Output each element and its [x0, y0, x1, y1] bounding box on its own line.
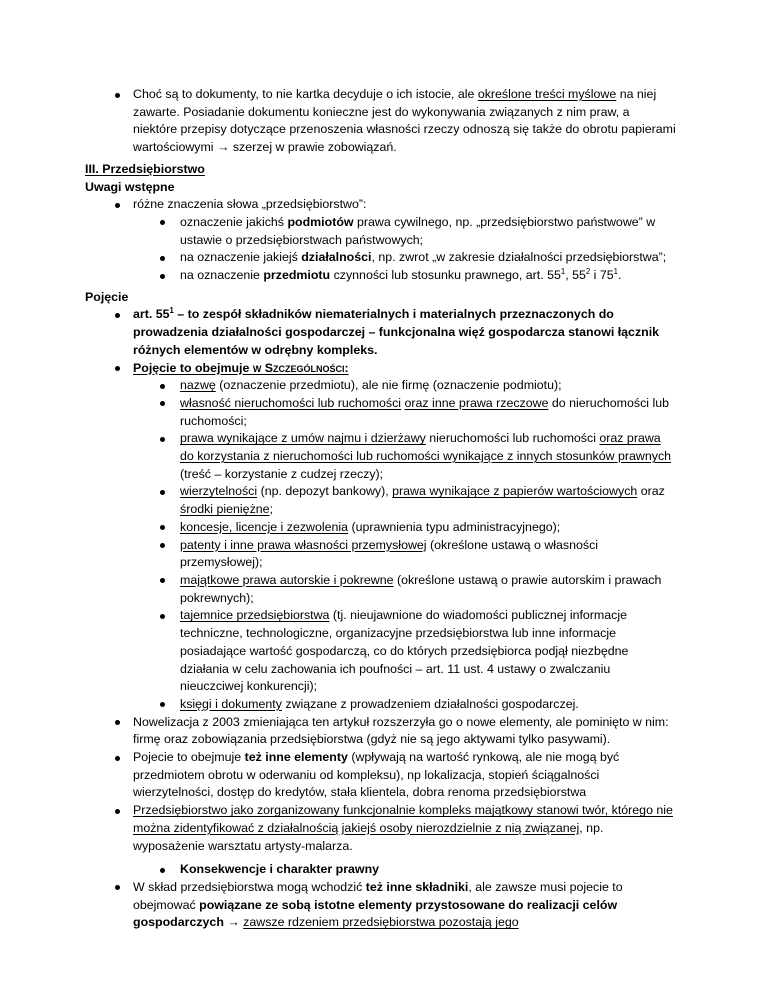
text-segment: powiązane ze sobą istotne elementy przystosowane do realizacji celów gospodarczych — [133, 897, 618, 930]
bullet-marker-icon — [115, 86, 133, 98]
bullet-dot-icon — [160, 401, 165, 406]
text-segment: Uwagi wstępne — [85, 179, 175, 194]
bullet-item-sklad — [85, 879, 676, 932]
bullet-dot-icon — [160, 274, 165, 279]
text-segment: oraz — [637, 484, 665, 499]
bullet-dot-icon — [115, 720, 120, 725]
bullet-marker-icon — [115, 879, 133, 891]
bullet-dot-icon — [160, 437, 165, 442]
text-segment: podmiotów — [287, 214, 354, 229]
bullet-marker-icon — [115, 802, 133, 814]
text-segment: związane z prowadzeniem działalności gospodarczej. — [281, 696, 579, 711]
bullet-marker-icon — [160, 430, 180, 442]
bullet-item-konsekwencje — [85, 861, 676, 879]
text-segment: (np. depozyt bankowy), — [257, 484, 393, 499]
bullet-dot-icon — [160, 220, 165, 225]
text-segment: i 75 — [590, 268, 614, 283]
paragraph-text — [180, 483, 676, 518]
bullet-marker-icon — [160, 861, 180, 873]
paragraph-text — [133, 196, 676, 214]
heading-text — [85, 289, 676, 307]
paragraph-text — [180, 267, 676, 285]
text-segment: Pojęcie to obejmuje — [133, 360, 253, 375]
paragraph-text — [180, 572, 676, 607]
bullet-dot-icon — [160, 614, 165, 619]
text-segment: też inne elementy — [244, 750, 348, 765]
text-segment: prawa cywilnego, np. „przedsiębiorstwo państwowe” w ustawie o przedsiębiorstwach państwowych; — [180, 214, 656, 247]
section-heading-przedsiebiorstwo — [85, 161, 676, 179]
bullet-dot-icon — [115, 203, 120, 208]
bullet-marker-icon — [160, 696, 180, 708]
text-segment: 1 — [613, 266, 618, 276]
bullet-item-inne-elementy — [85, 749, 676, 802]
text-segment: 1 — [169, 306, 174, 316]
bullet-dot-icon — [160, 868, 165, 873]
paragraph-text — [180, 519, 676, 537]
paragraph-text — [180, 430, 676, 483]
heading-text — [85, 161, 676, 179]
text-segment: prawa wynikające z papierów wartościowych — [392, 484, 638, 499]
paragraph-text — [133, 714, 676, 749]
bullet-item-patenty — [85, 537, 676, 572]
text-segment: określone treści myślowe — [477, 87, 617, 101]
bullet-marker-icon — [115, 714, 133, 726]
bullet-item-obejmuje — [85, 360, 676, 378]
text-segment: (tj. nieujawnione do wiadomości publicznej informacje techniczne, technologiczne, organizacyjne przedsiębiorstwa lub inne informacje posiadające wartość gospodarczą, co do których przedsiębiorca podjął niezbędne działania w celu zachowania ich poufności – art. 11 ust. 4 ustawy o zwalczaniu nieuczciwej konkurencji); — [180, 608, 629, 694]
text-segment: : — [344, 360, 349, 375]
bullet-marker-icon — [160, 249, 180, 261]
bullet-item-znaczenia — [85, 196, 676, 214]
text-segment: Nowelizacja z 2003 zmieniająca ten artykuł rozszerzyła go o nowe elementy, ale pominięto w nim: firmę oraz zobowiązania przedsiębiorstwa (gdyż nie są jego aktywami tylko pasywami). — [133, 714, 669, 747]
bullet-dot-icon — [115, 366, 120, 371]
bullet-marker-icon — [115, 360, 133, 372]
bullet-item-przedmiot — [85, 267, 676, 285]
bullet-marker-icon — [160, 214, 180, 226]
text-segment: przedmiotu — [263, 268, 331, 283]
text-segment: na niej zawarte. Posiadanie dokumentu konieczne jest do wykonywania związanych z nim praw, a niektóre przepisy dotyczące przenoszenia własności rzeczy odnoszą się także do obrotu papierami wartościowymi → szerzej w prawie zobowiązań. — [133, 87, 676, 155]
subheading-uwagi-wstepne — [85, 179, 676, 197]
text-segment: oraz prawa do korzystania z nieruchomości lub ruchomości wynikające z innych stosunków prawnych — [180, 431, 672, 464]
text-segment: Choć są to dokumenty, to nie kartka decyduje o ich istocie, ale — [133, 87, 478, 101]
bullet-marker-icon — [115, 306, 133, 318]
bullet-marker-icon — [160, 395, 180, 407]
paragraph-text — [133, 86, 676, 157]
text-segment: (wpływają na wartość rynkową, ale nie mogą być przedmiotem obrotu w oderwaniu od kompleksu), np lokalizacja, stopień ściągalności wierzytelności, dostęp do kredytów, stała klientela, dobra renoma przedsiębiorstwa — [133, 750, 620, 800]
bullet-marker-icon — [160, 607, 180, 619]
text-segment: środki pieniężne — [180, 502, 270, 517]
bullet-marker-icon — [160, 483, 180, 495]
text-segment: też inne składniki — [365, 879, 469, 894]
text-segment: (uprawnienia typu administracyjnego); — [348, 519, 561, 534]
paragraph-text — [133, 360, 676, 378]
bullet-item-art55 — [85, 306, 676, 359]
bullet-dot-icon — [160, 543, 165, 548]
bullet-dot-icon — [115, 93, 120, 98]
bullet-item-koncesje — [85, 519, 676, 537]
bullet-item-tajemnice — [85, 607, 676, 696]
text-segment: na oznaczenie — [180, 268, 264, 283]
text-segment: , np. wyposażenie warsztatu artysty-malarza. — [133, 820, 604, 853]
bullet-item-dzialalnosc — [85, 249, 676, 267]
text-segment: 1 — [560, 266, 566, 276]
bullet-item-wierzytelnosci — [85, 483, 676, 518]
bullet-item-kompleks — [85, 802, 676, 855]
bullet-marker-icon — [115, 196, 133, 208]
text-segment: 2 — [585, 266, 591, 276]
text-segment: nieruchomości lub ruchomości — [425, 431, 600, 446]
text-segment: tajemnice przedsiębiorstwa — [180, 608, 330, 623]
paragraph-text — [180, 249, 676, 267]
text-segment: ; — [269, 502, 273, 517]
text-segment: (określone ustawą o własności przemysłowej); — [180, 537, 599, 570]
text-segment: Pojęcie — [85, 289, 129, 304]
heading-text — [85, 179, 676, 197]
text-segment: oraz inne prawa rzeczowe — [404, 395, 549, 410]
text-segment: Pojecie to obejmuje — [133, 750, 245, 765]
paragraph-text — [133, 802, 676, 855]
paragraph-text — [180, 537, 676, 572]
bullet-dot-icon — [115, 756, 120, 761]
text-segment: , ale zawsze musi pojecie to obejmować — [133, 879, 623, 912]
text-segment: zawsze rdzeniem przedsiębiorstwa pozostają jego — [243, 915, 519, 930]
text-segment: (określone ustawą o prawie autorskim i prawach pokrewnych); — [180, 572, 662, 605]
paragraph-text — [133, 879, 676, 932]
bullet-item-nowelizacja — [85, 714, 676, 749]
bullet-item-podmioty — [85, 214, 676, 249]
text-segment: działalności — [301, 250, 372, 265]
paragraph-text — [133, 749, 676, 802]
bullet-marker-icon — [160, 267, 180, 279]
paragraph-text — [180, 861, 676, 879]
text-segment: majątkowe prawa autorskie i pokrewne — [180, 572, 394, 587]
bullet-dot-icon — [160, 578, 165, 583]
paragraph-text — [133, 306, 676, 359]
subheading-pojecie — [85, 289, 676, 307]
text-segment: patenty i inne prawa własności przemysłowej — [180, 537, 427, 552]
bullet-item-wlasnosc — [85, 395, 676, 430]
bullet-marker-icon — [160, 537, 180, 549]
text-segment: (treść – korzystanie z cudzej rzeczy); — [180, 466, 384, 481]
text-segment: – to zespół składników niematerialnych i materialnych przeznaczonych do prowadzenia działalności gospodarczej – funkcjonalna więź gospodarcza stanowi łącznik różnych elementów w odrębny kompleks. — [133, 307, 660, 357]
bullet-dot-icon — [160, 525, 165, 530]
bullet-dot-icon — [160, 702, 165, 707]
bullet-marker-icon — [115, 749, 133, 761]
bullet-item-autorskie — [85, 572, 676, 607]
text-segment: Konsekwencje i charakter prawny — [180, 862, 380, 877]
text-segment: wierzytelności — [180, 484, 258, 499]
text-segment: III. Przedsiębiorstwo — [85, 161, 205, 176]
paragraph-text — [180, 395, 676, 430]
text-segment: → — [223, 915, 244, 930]
bullet-dot-icon — [160, 256, 165, 261]
paragraph-text — [180, 696, 676, 714]
text-segment: , np. zwrot „w zakresie działalności przedsiębiorstwa”; — [371, 250, 667, 265]
text-segment: W skład przedsiębiorstwa mogą wchodzić — [133, 879, 366, 894]
text-segment: , 55 — [565, 268, 586, 283]
bullet-dot-icon — [115, 313, 120, 318]
bullet-item-ksiegi — [85, 696, 676, 714]
text-segment: czynności lub stosunku prawnego, art. 55 — [330, 268, 561, 283]
text-segment: księgi i dokumenty — [180, 696, 282, 711]
bullet-item-documents — [85, 86, 676, 157]
text-segment: koncesje, licencje i zezwolenia — [180, 519, 349, 534]
bullet-marker-icon — [160, 377, 180, 389]
text-segment: art. 55 — [133, 307, 170, 322]
bullet-marker-icon — [160, 519, 180, 531]
bullet-item-nazwa — [85, 377, 676, 395]
text-segment: (oznaczenie przedmiotu), ale nie firmę (oznaczenie podmiotu); — [215, 378, 562, 393]
text-segment: prawa wynikające z umów najmu i dzierżawy — [180, 431, 426, 446]
text-segment: własność nieruchomości lub ruchomości — [180, 395, 402, 410]
bullet-dot-icon — [115, 809, 120, 814]
text-segment: . — [618, 268, 622, 283]
bullet-dot-icon — [160, 490, 165, 495]
text-segment: różne znaczenia słowa „przedsiębiorstwo”: — [133, 197, 367, 212]
bullet-dot-icon — [160, 384, 165, 389]
text-segment: Przedsiębiorstwo jako zorganizowany funkcjonalnie kompleks majątkowy stanowi twór, którego nie można zidentyfikować z działalnością jakiejś osoby nierozdzielnie z nią związanej — [133, 803, 673, 835]
bullet-item-najem — [85, 430, 676, 483]
bullet-marker-icon — [160, 572, 180, 584]
text-segment: oznaczenie jakichś — [180, 214, 288, 229]
paragraph-text — [180, 607, 676, 696]
paragraph-text — [180, 214, 676, 249]
text-segment: nazwę — [180, 378, 216, 393]
text-segment: do nieruchomości lub ruchomości; — [180, 395, 669, 428]
bullet-dot-icon — [115, 885, 120, 890]
text-segment: na oznaczenie jakiejś — [180, 250, 302, 265]
paragraph-text — [180, 377, 676, 395]
text-segment: w Szczególności — [252, 360, 345, 375]
